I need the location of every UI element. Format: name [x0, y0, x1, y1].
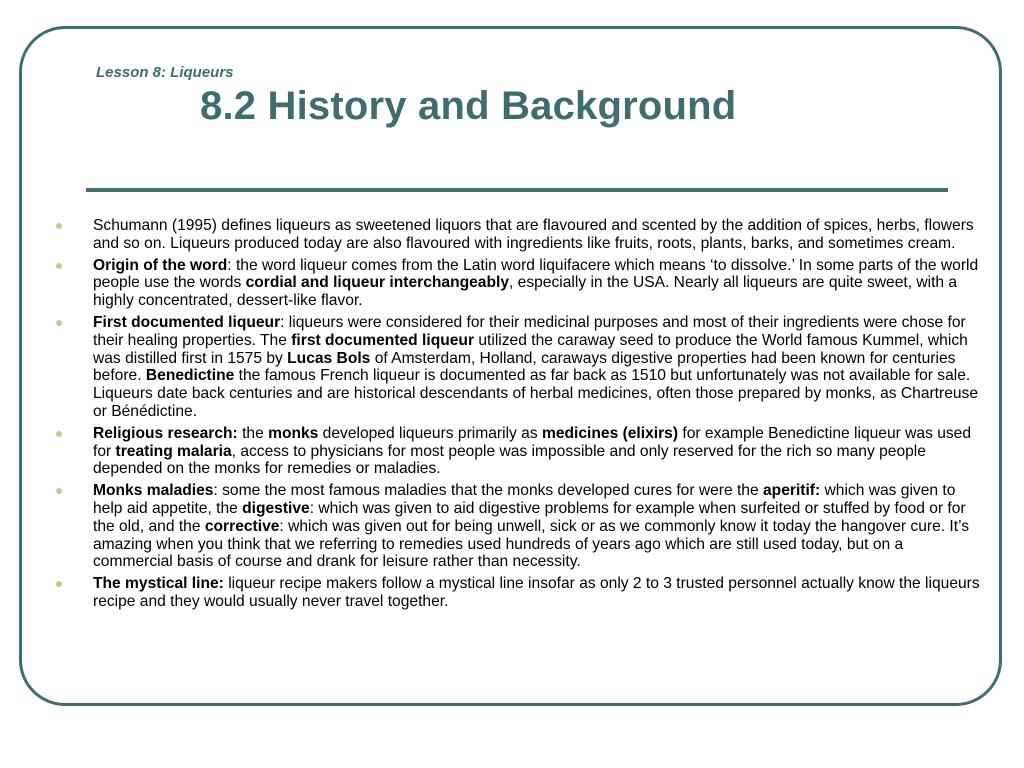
bullet-heading: First documented liqueur [93, 313, 281, 331]
bullet-emphasis: first documented liqueur [291, 331, 475, 349]
bullet-item-religious-research [56, 425, 986, 478]
bullet-text: the [237, 424, 269, 442]
bullet-text: : which was given out for being unwell, sick or as we commonly know it today the hangover cure. It’s amazing when you think that we referring to remedies used hundreds of years ago which are still used today, but on a commercial basis of course and drank for leisure rather than necessity. [93, 517, 970, 571]
bullet-item-mystical-line [56, 575, 986, 611]
bullet-text: of Amsterdam, Holland, caraways digestive properties had been known for centuries before. [93, 349, 956, 385]
bullet-dot-icon [56, 581, 62, 587]
bullet-emphasis: Benedictine [145, 367, 235, 385]
bullet-text: , access to physicians for most people was impossible and only reserved for the rich so many people depended on the monks for remedies or maladies. [93, 442, 926, 478]
bullet-heading: Religious research: [93, 424, 238, 442]
bullet-emphasis: medicines (elixirs) [541, 424, 679, 442]
bullet-emphasis: monks [268, 424, 319, 442]
bullet-item-origin [56, 257, 986, 310]
bullet-heading: Origin of the word [93, 256, 228, 274]
bullet-item-first-documented [56, 314, 986, 421]
bullet-text: , especially in the USA. Nearly all liqueurs are quite sweet, with a highly concentrated, dessert-like flavor. [93, 274, 958, 310]
bullet-item-definition [56, 217, 986, 253]
bullet-text: : the word liqueur comes from the Latin word liquifacere which means ‘to dissolve.’ In some parts of the world people use the words [93, 256, 979, 292]
bullet-emphasis: corrective [204, 517, 280, 535]
bullet-dot-icon [56, 223, 62, 229]
bullet-text: for example Benedictine liqueur was used for [93, 424, 972, 460]
bullet-text: utilized the caraway seed to produce the World famous Kummel, which was distilled first in 1575 by [93, 331, 968, 367]
bullet-heading: Monks maladies [93, 482, 214, 500]
bullet-dot-icon [56, 488, 62, 494]
title-divider [86, 188, 948, 192]
bullet-text: Schumann (1995) defines liqueurs as sweetened liquors that are flavoured and scented by the addition of spices, herbs, flowers and so on. Liqueurs produced today are also flavoured with ingredients like fruits, roots, plants, barks, and sometimes cream. [93, 217, 974, 252]
bullet-text: which was given to help aid appetite, the [93, 482, 956, 517]
slide-title: 8.2 History and Background [200, 84, 737, 128]
bullet-heading: The mystical line: [93, 575, 224, 593]
bullet-item-monks-maladies [56, 482, 986, 571]
bullet-text: the famous French liqueur is documented as far back as 1510 but unfortunately was not available for sale. Liqueurs date back centuries and are historical descendants of herbal medicines, often those prepared by monks, as Chartreuse or Bénédictine. [93, 367, 979, 420]
bullet-emphasis: aperitif: [763, 482, 821, 500]
bullet-dot-icon [56, 431, 62, 437]
bullet-list [56, 217, 986, 611]
bullet-text: liqueur recipe makers follow a mystical line insofar as only 2 to 3 trusted personnel actually know the liqueurs recipe and they would usually never travel together. [93, 575, 980, 610]
bullet-text: : liqueurs were considered for their medicinal purposes and most of their ingredients were chose for their healing properties. The [93, 313, 966, 349]
bullet-text: developed liqueurs primarily as [318, 424, 542, 442]
bullet-dot-icon [56, 263, 62, 269]
slide-body [56, 217, 986, 615]
lesson-subtitle: Lesson 8: Liqueurs [96, 64, 234, 81]
bullet-emphasis: treating malaria [115, 442, 232, 460]
bullet-emphasis: Lucas Bols [287, 349, 371, 367]
bullet-dot-icon [56, 320, 62, 326]
bullet-emphasis: cordial and liqueur interchangeably [245, 274, 509, 292]
bullet-text: : which was given to aid digestive problems for example when surfeited or stuffed by food or for the old, and the [93, 499, 966, 535]
bullet-text: : some the most famous maladies that the monks developed cures for were the [213, 482, 763, 500]
bullet-emphasis: digestive [242, 499, 310, 517]
